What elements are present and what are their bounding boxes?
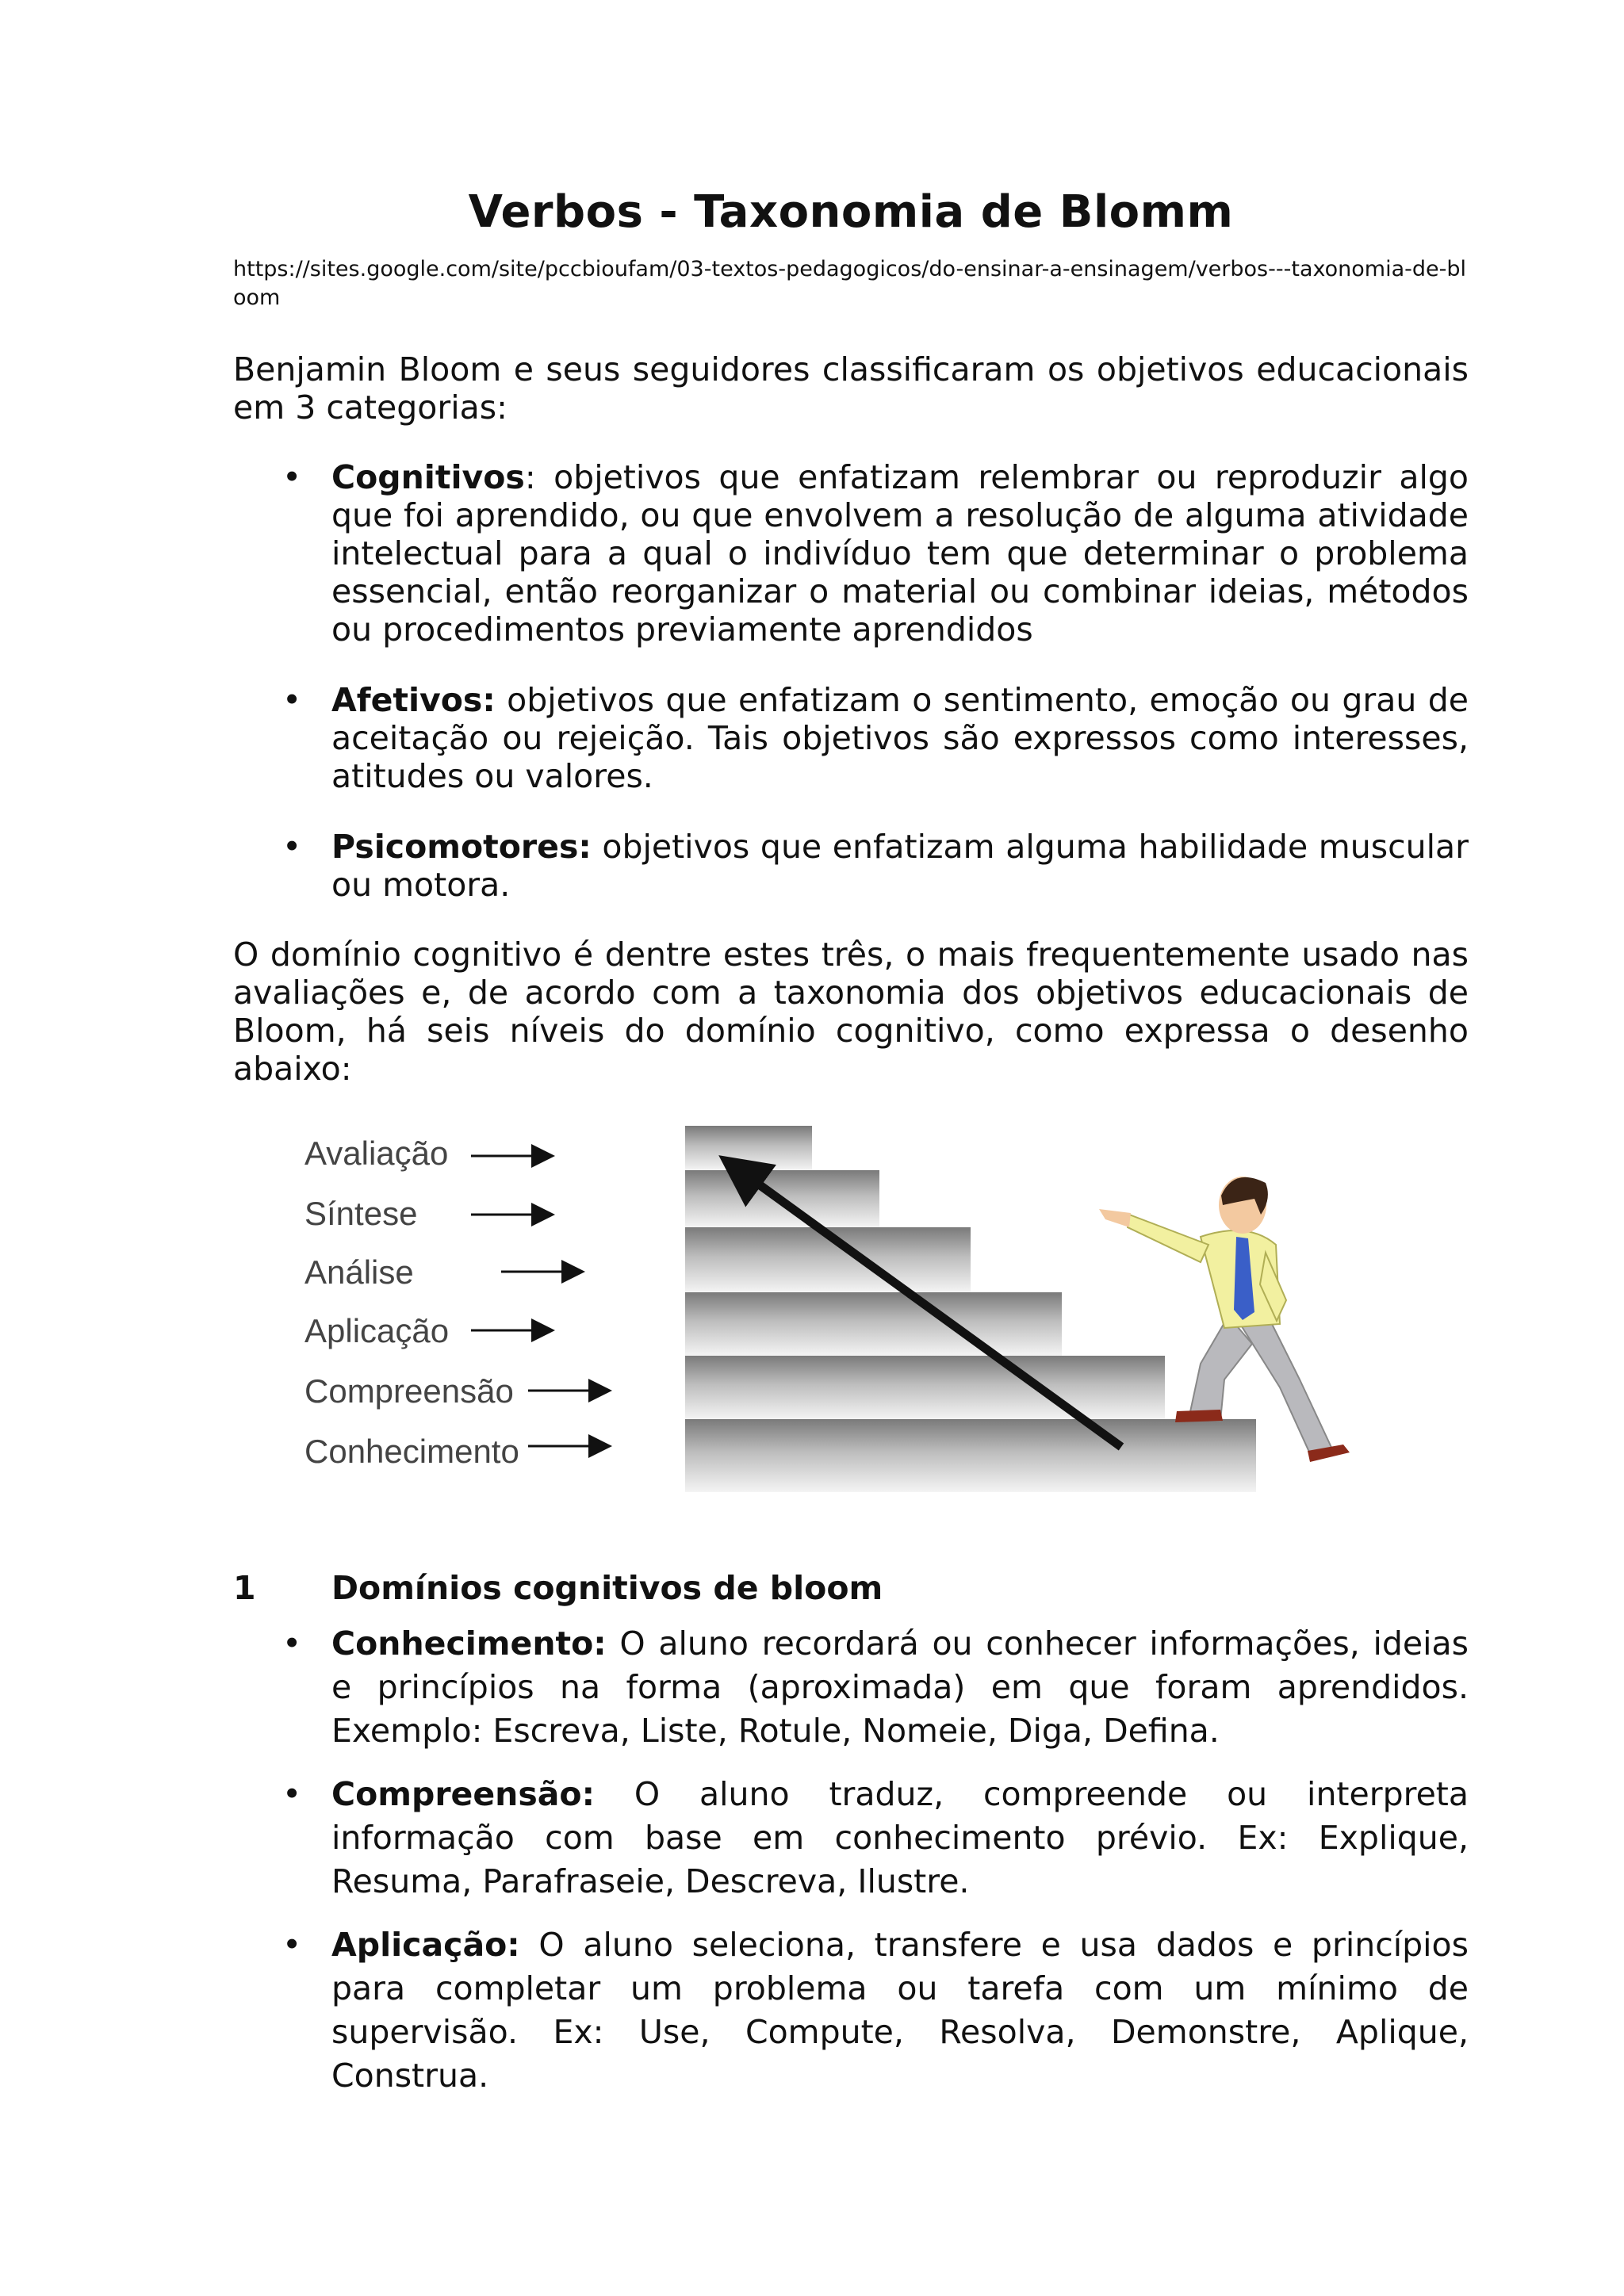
source-url[interactable]: https://sites.google.com/site/pccbioufam/03-textos-pedagogicos/do-ensinar-a-ensinagem/verbos---taxonomia-de-bloom <box>233 257 1467 310</box>
bullet-icon: • <box>282 1926 302 1964</box>
section-number: 1 <box>233 1569 256 1607</box>
category-term: Psicomotores: <box>331 828 592 866</box>
domain-term: Compreensão: <box>331 1775 595 1813</box>
intro-paragraph: Benjamin Bloom e seus seguidores classificaram os objetivos educacionais em 3 categorias: <box>233 350 1469 427</box>
level-label-avaliacao: Avaliação <box>304 1135 449 1172</box>
list-item <box>233 681 1469 795</box>
domain-text: O aluno traduz, compreende ou interpreta informação com base em conhecimento prévio. Ex: Explique, Resuma, Parafraseie, Descreva, Ilustre. <box>331 1775 1469 1900</box>
level-label-compreensao: Compreensão <box>304 1372 514 1410</box>
dominio-paragraph: O domínio cognitivo é dentre estes três, o mais frequentemente usado nas avaliações e, de acordo com a taxonomia dos objetivos educacionais de Bloom, há seis níveis do domínio cognitivo, como expressa o desenho abaixo: <box>233 936 1469 1088</box>
stair-step <box>685 1419 1256 1492</box>
bullet-icon: • <box>282 681 302 719</box>
bullet-icon: • <box>282 458 302 496</box>
category-text: objetivos que enfatizam relembrar ou reproduzir algo que foi aprendido, ou que envolvem a resolução de alguma atividade intelectual para a qual o indivíduo tem que determinar o problema essencial, então reorganizar o material ou combinar ideias, métodos ou procedimentos previamente aprendidos <box>331 458 1469 649</box>
list-item <box>233 1923 1469 2098</box>
category-text: objetivos que enfatizam alguma habilidade muscular ou motora. <box>331 828 1469 904</box>
level-label-sintese: Síntese <box>304 1195 418 1232</box>
list-item <box>233 1773 1469 1904</box>
category-term: Cognitivos <box>331 458 525 496</box>
list-item <box>233 828 1469 904</box>
category-text: objetivos que enfatizam o sentimento, emoção ou grau de aceitação ou rejeição. Tais objetivos são expressos como interesses, atitudes ou valores. <box>331 681 1469 795</box>
category-list <box>233 458 1469 904</box>
level-label-analise: Análise <box>304 1253 414 1291</box>
bullet-icon: • <box>282 1775 302 1813</box>
domain-term: Conhecimento: <box>331 1624 607 1663</box>
document-content <box>233 179 1469 2098</box>
level-label-conhecimento: Conhecimento <box>304 1433 519 1470</box>
section-title: Domínios cognitivos de bloom <box>331 1569 883 1607</box>
domain-text: O aluno seleciona, transfere e usa dados e princípios para completar um problema ou tarefa com um mínimo de supervisão. Ex: Use, Compute, Resolva, Demonstre, Aplique, Construa. <box>331 1926 1469 2095</box>
category-term: Afetivos: <box>331 681 496 719</box>
bloom-staircase-figure <box>289 1126 1438 1506</box>
domain-text: O aluno recordará ou conhecer informações, ideias e princípios na forma (aproximada) em que foram aprendidos. Exemplo: Escreva, Liste, Rotule, Nomeie, Diga, Defina. <box>331 1624 1469 1750</box>
domain-term: Aplicação: <box>331 1926 520 1964</box>
bullet-icon: • <box>282 1624 302 1663</box>
stair-step <box>685 1356 1165 1419</box>
list-item <box>233 1622 1469 1753</box>
level-label-aplicacao: Aplicação <box>304 1312 450 1349</box>
page-title: Verbos - Taxonomia de Blomm <box>468 186 1234 238</box>
category-separator: : <box>524 458 536 496</box>
stair-step <box>685 1292 1062 1356</box>
stair-step <box>685 1126 812 1170</box>
domain-list <box>233 1622 1469 2098</box>
list-item <box>233 458 1469 649</box>
bullet-icon: • <box>282 828 302 866</box>
section-heading <box>233 1568 1469 1608</box>
